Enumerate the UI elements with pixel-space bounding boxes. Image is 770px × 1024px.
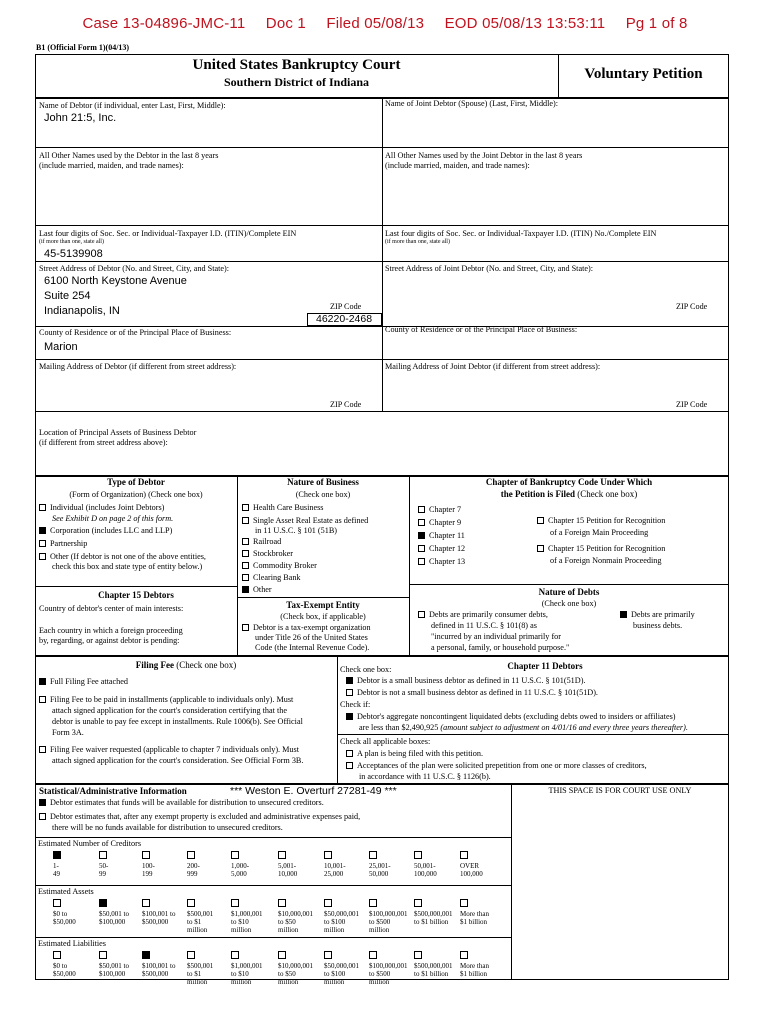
type-other-label: Other (If debtor is not one of the above entities,: [50, 552, 206, 561]
ch11-small-label: Debtor is a small business debtor as defined in 11 U.S.C. § 101(51D).: [357, 676, 586, 685]
liability-range-label: $10,000,001: [278, 962, 313, 970]
page-count: Pg 1 of 8: [625, 15, 688, 32]
fee-waiver-checkbox[interactable]: [39, 746, 46, 753]
chapter-15-main-label: Chapter 15 Petition for Recognition: [548, 516, 666, 525]
tax-exempt-label-3: Code (the Internal Revenue Code).: [255, 643, 370, 652]
fee-full-label: Full Filing Fee attached: [50, 677, 128, 686]
no-funds[interactable]: [39, 812, 360, 822]
creditor-range-label: 999: [187, 870, 198, 878]
nob-other[interactable]: [242, 585, 272, 595]
funds-available-label: Debtor estimates that funds will be available for distribution to unsecured creditors.: [50, 798, 324, 807]
creditor-range-label: 50,001-: [414, 862, 436, 870]
joint-other-names-label-2: (include married, maiden, and trade names):: [385, 161, 530, 170]
tax-exempt-label-2: under Title 26 of the United States: [255, 633, 368, 642]
petition-title: Voluntary Petition: [584, 66, 703, 82]
nob-clearing-label: Clearing Bank: [253, 573, 301, 582]
chapter-7-checkbox[interactable]: [418, 506, 425, 513]
type-other[interactable]: [39, 552, 206, 562]
ch11-check-all: Check all applicable boxes:: [340, 737, 431, 746]
ch11-plan-label: A plan is being filed with this petition.: [357, 749, 483, 758]
chapter-11-checkbox[interactable]: [418, 532, 425, 539]
asset-range-label: to $10: [231, 918, 249, 926]
chapter-12-label: Chapter 12: [429, 544, 466, 553]
fee-installments[interactable]: [39, 695, 293, 705]
joint-zip-label: ZIP Code: [676, 302, 708, 311]
type-individual-note: See Exhibit D on page 2 of this form.: [52, 514, 174, 523]
ch11-aggregate-note: (amount subject to adjustment on 4/01/16 and every three years thereafter).: [438, 723, 688, 732]
liability-range-label: $100,000,001: [369, 962, 408, 970]
ch11-check-if: Check if:: [340, 700, 371, 709]
filing-fee-title-a: Filing Fee: [135, 660, 174, 670]
liability-range-label: to $10: [231, 970, 249, 978]
ch11-not-small[interactable]: [346, 688, 598, 698]
asset-range-label: to $500: [369, 918, 391, 926]
debtor-street-1[interactable]: 6100 North Keystone Avenue: [44, 275, 187, 287]
liability-range-checkbox[interactable]: [231, 951, 239, 959]
asset-range-label: to $1: [187, 918, 202, 926]
type-partnership[interactable]: [39, 539, 87, 549]
liability-range-checkbox[interactable]: [99, 951, 107, 959]
funds-available-checkbox[interactable]: [39, 799, 46, 806]
chapter-7-label: Chapter 7: [429, 505, 462, 514]
asset-range-label: $50,000,001: [324, 910, 359, 918]
nob-other-checkbox[interactable]: [242, 586, 249, 593]
joint-ssn-label: Last four digits of Soc. Sec. or Individual-Taxpayer I.D. (ITIN) No./Complete EIN: [385, 229, 657, 238]
liability-range-label: million: [324, 978, 345, 986]
location-label-2: (if different from street address above):: [39, 438, 168, 447]
chapter-15-main-label-2: of a Foreign Main Proceeding: [550, 528, 649, 537]
asset-range-label: $500,001: [187, 910, 214, 918]
liability-range-label: $1 billion: [460, 970, 488, 978]
joint-mailing-label: Mailing Address of Joint Debtor (if different from street address):: [385, 362, 601, 371]
ch11-aggregate[interactable]: [346, 712, 676, 722]
liability-range-checkbox[interactable]: [414, 951, 422, 959]
fee-waiver-label: Filing Fee waiver requested (applicable to chapter 7 individuals only). Must: [50, 745, 299, 754]
liability-range-checkbox[interactable]: [324, 951, 332, 959]
debtor-city[interactable]: Indianapolis, IN: [44, 305, 120, 317]
type-individual[interactable]: [39, 503, 164, 513]
asset-range-checkbox[interactable]: [99, 899, 107, 907]
creditor-range-label: 100-: [142, 862, 155, 870]
liability-range-checkbox[interactable]: [369, 951, 377, 959]
fee-installments-2: attach signed application for the court's consideration certifying that the: [52, 706, 287, 715]
type-partnership-checkbox[interactable]: [39, 540, 46, 547]
asset-range-label: $10,000,001: [278, 910, 313, 918]
no-funds-2: there will be no funds available for distribution to unsecured creditors.: [52, 823, 283, 832]
no-funds-label: Debtor estimates that, after any exempt property is excluded and administrative expenses paid,: [50, 812, 361, 821]
joint-county-label: County of Residence or of the Principal Place of Business:: [385, 325, 578, 334]
nob-health-label: Health Care Business: [253, 503, 324, 512]
tax-exempt-label: Debtor is a tax-exempt organization: [253, 623, 371, 632]
creditor-range-checkbox[interactable]: [414, 851, 422, 859]
creditors-label: Estimated Number of Creditors: [38, 839, 142, 848]
joint-ssn-sub: (if more than one, state all): [385, 239, 450, 245]
debtor-other-names-label-2: (include married, maiden, and trade names):: [39, 161, 184, 170]
court-title: United States Bankruptcy Court: [192, 57, 401, 73]
asset-range-label: $500,000,001: [414, 910, 453, 918]
debts-consumer-checkbox[interactable]: [418, 611, 425, 618]
asset-range-label: $50,001 to: [99, 910, 129, 918]
doc-number: Doc 1: [265, 15, 306, 32]
type-partnership-label: Partnership: [50, 539, 88, 548]
fee-waiver-2: attach signed application for the court's consideration. See Official Form 3B.: [52, 756, 304, 765]
creditor-range-checkbox[interactable]: [99, 851, 107, 859]
fee-installments-checkbox[interactable]: [39, 696, 46, 703]
creditor-range-checkbox[interactable]: [278, 851, 286, 859]
filing-fee-title: [35, 660, 337, 670]
creditor-range-label: 10,000: [278, 870, 298, 878]
nob-stockbroker-checkbox[interactable]: [242, 550, 249, 557]
asset-range-label: million: [187, 926, 208, 934]
attorney-stamp: *** Weston E. Overturf 27281-49 ***: [230, 785, 397, 797]
ch11-not-small-checkbox[interactable]: [346, 689, 353, 696]
tax-exempt-option[interactable]: [242, 623, 371, 633]
type-of-debtor-sub: (Form of Organization) (Check one box): [69, 490, 203, 499]
chapter15-each: Each country in which a foreign proceeding: [39, 626, 183, 635]
creditor-range-label: 200-: [187, 862, 200, 870]
no-funds-checkbox[interactable]: [39, 813, 46, 820]
chapter-12[interactable]: [418, 544, 465, 554]
chapter-13[interactable]: [418, 557, 465, 567]
debtor-mailing-label: Mailing Address of Debtor (if different from street address):: [39, 362, 237, 371]
ch11-aggregate-label: Debtor's aggregate noncontingent liquidated debts (excluding debts owed to insiders or affiliates): [357, 712, 676, 721]
creditor-range-label: 100,000: [414, 870, 437, 878]
case-number: Case 13-04896-JMC-11: [82, 15, 246, 32]
joint-name-label: Name of Joint Debtor (Spouse) (Last, First, Middle):: [385, 99, 559, 108]
nob-single-label-2: in 11 U.S.C. § 101 (51B): [255, 526, 338, 535]
asset-range-label: million: [369, 926, 390, 934]
chapter-15-main[interactable]: [537, 516, 665, 526]
chapter-15-main-checkbox[interactable]: [537, 517, 544, 524]
creditor-range-label: 5,000: [231, 870, 247, 878]
asset-range-label: $100,000,001: [369, 910, 408, 918]
debtor-street-label: Street Address of Debtor (No. and Street, City, and State):: [39, 264, 230, 273]
debtor-name[interactable]: John 21:5, Inc.: [44, 112, 117, 124]
liability-range-checkbox[interactable]: [460, 951, 468, 959]
nob-commodity-checkbox[interactable]: [242, 562, 249, 569]
debts-business[interactable]: [620, 610, 695, 620]
chapter15-country: Country of debtor's center of main interests:: [39, 604, 184, 613]
type-corporation-label: Corporation (includes LLC and LLP): [50, 526, 173, 535]
fee-full[interactable]: [39, 677, 128, 687]
joint-mailing-zip-label: ZIP Code: [676, 400, 708, 409]
debts-consumer-label: Debts are primarily consumer debts,: [429, 610, 548, 619]
asset-range-checkbox[interactable]: [231, 899, 239, 907]
nob-stockbroker-label: Stockbroker: [253, 549, 294, 558]
liability-range-label: to $1 billion: [414, 970, 449, 978]
asset-range-label: to $50: [278, 918, 296, 926]
liability-range-label: $50,000,001: [324, 962, 359, 970]
creditor-range-label: 5,001-: [278, 862, 297, 870]
chapter15-each-2: by, regarding, or against debtor is pending:: [39, 636, 180, 645]
creditor-range-checkbox[interactable]: [187, 851, 195, 859]
nob-railroad[interactable]: [242, 537, 281, 547]
joint-other-names-label: All Other Names used by the Joint Debtor in the last 8 years: [385, 151, 583, 160]
debts-business-2: business debts.: [633, 621, 683, 630]
creditor-range-label: 50-: [99, 862, 109, 870]
creditor-range-label: OVER: [460, 862, 480, 870]
creditor-range-checkbox[interactable]: [460, 851, 468, 859]
liability-range-label: million: [187, 978, 208, 986]
creditor-range-label: 10,001-: [324, 862, 346, 870]
asset-range-label: to $100: [324, 918, 346, 926]
nob-other-label: Other: [253, 585, 272, 594]
fee-waiver[interactable]: [39, 745, 299, 755]
chapter-15-nonmain-checkbox[interactable]: [537, 545, 544, 552]
filing-stamp-header: [0, 15, 770, 32]
creditor-range-checkbox[interactable]: [324, 851, 332, 859]
nob-single-label: Single Asset Real Estate as defined: [253, 516, 369, 525]
funds-available[interactable]: [39, 798, 324, 808]
creditor-range-checkbox[interactable]: [53, 851, 61, 859]
asset-range-label: $100,001 to: [142, 910, 176, 918]
ch11-not-small-label: Debtor is not a small business debtor as defined in 11 U.S.C. § 101(51D).: [357, 688, 598, 697]
assets-label: Estimated Assets: [38, 887, 94, 896]
chapter-title-2: [409, 489, 729, 499]
nature-business-sub: (Check one box): [295, 490, 351, 499]
nob-railroad-checkbox[interactable]: [242, 538, 249, 545]
liability-range-label: $500,001: [187, 962, 214, 970]
liability-range-label: to $1: [187, 970, 202, 978]
nob-commodity-label: Commodity Broker: [253, 561, 317, 570]
ch11-small[interactable]: [346, 676, 585, 686]
liability-range-label: $100,001 to: [142, 962, 176, 970]
ch11-acceptances-2: in accordance with 11 U.S.C. § 1126(b).: [359, 772, 491, 781]
ch11-small-checkbox[interactable]: [346, 677, 353, 684]
asset-range-label: $1,000,001: [231, 910, 263, 918]
joint-street-label: Street Address of Joint Debtor (No. and Street, City, and State):: [385, 264, 593, 273]
liability-range-label: million: [231, 978, 252, 986]
chapter-13-checkbox[interactable]: [418, 558, 425, 565]
creditor-range-label: 50,000: [369, 870, 389, 878]
debtor-ssn-label: Last four digits of Soc. Sec. or Individual-Taxpayer I.D. (ITIN)/Complete EIN: [39, 229, 297, 238]
filing-fee-title-b: (Check one box): [174, 660, 237, 670]
creditor-range-label: 100,000: [460, 870, 483, 878]
chapter-11-label: Chapter 11: [429, 531, 465, 540]
liability-range-checkbox[interactable]: [142, 951, 150, 959]
asset-range-checkbox[interactable]: [278, 899, 286, 907]
chapter-title-2b: (Check one box): [575, 489, 638, 499]
type-other-checkbox[interactable]: [39, 553, 46, 560]
liability-range-label: to $100: [324, 970, 346, 978]
asset-range-label: million: [278, 926, 299, 934]
nob-health[interactable]: [242, 503, 324, 513]
liability-range-label: $500,000,001: [414, 962, 453, 970]
debtor-zip-label: ZIP Code: [330, 302, 362, 311]
nob-clearing-checkbox[interactable]: [242, 574, 249, 581]
creditor-range-checkbox[interactable]: [231, 851, 239, 859]
debts-consumer-2: defined in 11 U.S.C. § 101(8) as: [431, 621, 537, 630]
type-corporation[interactable]: [39, 526, 172, 536]
nob-health-checkbox[interactable]: [242, 504, 249, 511]
ch11-aggregate-2: [359, 723, 688, 733]
chapter-13-label: Chapter 13: [429, 557, 466, 566]
asset-range-label: $0 to: [53, 910, 68, 918]
chapter-9-label: Chapter 9: [429, 518, 462, 527]
liability-range-label: $500,000: [142, 970, 169, 978]
eod-date: EOD 05/08/13 13:53:11: [444, 15, 606, 32]
fee-installments-4: Form 3A.: [52, 728, 84, 737]
type-individual-label: Individual (includes Joint Debtors): [50, 503, 165, 512]
ch11-aggregate-checkbox[interactable]: [346, 713, 353, 720]
asset-range-label: $100,000: [99, 918, 126, 926]
debtor-county[interactable]: Marion: [44, 341, 78, 353]
creditor-range-checkbox[interactable]: [369, 851, 377, 859]
creditor-range-label: 1-: [53, 862, 59, 870]
fee-installments-3: debtor is unable to pay fee except in installments. Rule 1006(b). See Official: [52, 717, 303, 726]
asset-range-checkbox[interactable]: [324, 899, 332, 907]
chapter15-title: Chapter 15 Debtors: [98, 590, 174, 600]
debtor-street-2[interactable]: Suite 254: [44, 290, 91, 302]
nature-business-title: Nature of Business: [287, 477, 359, 487]
nob-clearing[interactable]: [242, 573, 301, 583]
form-id: B1 (Official Form 1)(04/13): [36, 43, 130, 52]
asset-range-label: to $1 billion: [414, 918, 449, 926]
liability-range-label: $100,000: [99, 970, 126, 978]
ch11-plan[interactable]: [346, 749, 483, 759]
liability-range-label: $0 to: [53, 962, 68, 970]
liability-range-label: $1,000,001: [231, 962, 263, 970]
liability-range-label: to $50: [278, 970, 296, 978]
asset-range-checkbox[interactable]: [142, 899, 150, 907]
ch11-acceptances-label: Acceptances of the plan were solicited prepetition from one or more classes of creditors,: [357, 761, 647, 770]
location-label: Location of Principal Assets of Business Debtor: [39, 428, 197, 437]
creditor-range-label: 25,000: [324, 870, 344, 878]
ch11-plan-checkbox[interactable]: [346, 750, 353, 757]
chapter-11[interactable]: [418, 531, 465, 541]
asset-range-label: More than: [460, 910, 489, 918]
asset-range-label: $1 billion: [460, 918, 488, 926]
liability-range-checkbox[interactable]: [278, 951, 286, 959]
type-individual-checkbox[interactable]: [39, 504, 46, 511]
debtor-ein[interactable]: 45-5139908: [44, 248, 103, 260]
debtor-mailing-zip-label: ZIP Code: [330, 400, 362, 409]
chapter-15-nonmain-label: Chapter 15 Petition for Recognition: [548, 544, 666, 553]
nature-debts-title: Nature of Debts: [538, 587, 600, 597]
chapter-title: Chapter of Bankruptcy Code Under Which: [485, 477, 653, 487]
chapter-title-2a: the Petition is Filed: [500, 489, 575, 499]
ch11-check-one: Check one box:: [340, 665, 392, 674]
nature-debts-sub: (Check one box): [541, 599, 597, 608]
type-of-debtor-title: Type of Debtor: [107, 477, 165, 487]
liabilities-label: Estimated Liabilities: [38, 939, 106, 948]
asset-range-label: $50,000: [53, 918, 76, 926]
asset-range-checkbox[interactable]: [53, 899, 61, 907]
debtor-zip[interactable]: 46220-2468: [316, 313, 373, 325]
court-district: Southern District of Indiana: [223, 75, 369, 89]
liability-range-label: to $500: [369, 970, 391, 978]
chapter-9[interactable]: [418, 518, 461, 528]
tax-exempt-sub: (Check box, if applicable): [280, 612, 366, 621]
debtor-name-label: Name of Debtor (if individual, enter Last, First, Middle):: [39, 101, 226, 110]
asset-range-checkbox[interactable]: [187, 899, 195, 907]
ch11-acceptances[interactable]: [346, 761, 647, 771]
nob-commodity[interactable]: [242, 561, 317, 571]
nob-single[interactable]: [242, 516, 368, 526]
creditor-range-checkbox[interactable]: [142, 851, 150, 859]
liability-range-label: $50,000: [53, 970, 76, 978]
type-corporation-checkbox[interactable]: [39, 527, 46, 534]
chapter-12-checkbox[interactable]: [418, 545, 425, 552]
debts-consumer[interactable]: [418, 610, 548, 620]
chapter-15-nonmain[interactable]: [537, 544, 665, 554]
creditor-range-label: 199: [142, 870, 153, 878]
nob-railroad-label: Railroad: [253, 537, 282, 546]
nob-single-checkbox[interactable]: [242, 517, 249, 524]
asset-range-label: $500,000: [142, 918, 169, 926]
asset-range-label: million: [324, 926, 345, 934]
asset-range-checkbox[interactable]: [369, 899, 377, 907]
debtor-ssn-sub: (if more than one, state all): [39, 239, 104, 245]
liability-range-label: $50,001 to: [99, 962, 129, 970]
creditor-range-label: 49: [53, 870, 60, 878]
debts-consumer-4: a personal, family, or household purpose.": [431, 643, 570, 652]
tax-exempt-checkbox[interactable]: [242, 624, 249, 631]
debts-consumer-3: "incurred by an individual primarily for: [431, 632, 561, 641]
creditor-range-label: 25,001-: [369, 862, 391, 870]
type-other-label-2: check this box and state type of entity below.): [52, 562, 203, 571]
debts-business-label: Debts are primarily: [631, 610, 695, 619]
chapter-15-nonmain-label-2: of a Foreign Nonmain Proceeding: [550, 556, 662, 565]
ch11-title: Chapter 11 Debtors: [507, 661, 583, 671]
creditor-range-label: 1,000-: [231, 862, 250, 870]
asset-range-checkbox[interactable]: [460, 899, 468, 907]
filed-date: Filed 05/08/13: [326, 15, 425, 32]
fee-full-checkbox[interactable]: [39, 678, 46, 685]
liability-range-label: More than: [460, 962, 489, 970]
nob-stockbroker[interactable]: [242, 549, 293, 559]
asset-range-checkbox[interactable]: [414, 899, 422, 907]
court-use-only: THIS SPACE IS FOR COURT USE ONLY: [548, 786, 692, 795]
asset-range-label: million: [231, 926, 252, 934]
liability-range-checkbox[interactable]: [53, 951, 61, 959]
ch11-aggregate-amount: are less than $2,490,925: [359, 723, 439, 732]
debts-business-checkbox[interactable]: [620, 611, 627, 618]
debtor-other-names-label: All Other Names used by the Debtor in the last 8 years: [39, 151, 219, 160]
stats-title: Statistical/Administrative Information: [39, 786, 187, 796]
ch11-acceptances-checkbox[interactable]: [346, 762, 353, 769]
liability-range-label: million: [369, 978, 390, 986]
chapter-7[interactable]: [418, 505, 461, 515]
fee-installments-label: Filing Fee to be paid in installments (applicable to individuals only). Must: [50, 695, 294, 704]
creditor-range-label: 99: [99, 870, 106, 878]
debtor-county-label: County of Residence or of the Principal Place of Business:: [39, 328, 232, 337]
chapter-9-checkbox[interactable]: [418, 519, 425, 526]
tax-exempt-title: Tax-Exempt Entity: [286, 600, 360, 610]
liability-range-checkbox[interactable]: [187, 951, 195, 959]
liability-range-label: million: [278, 978, 299, 986]
